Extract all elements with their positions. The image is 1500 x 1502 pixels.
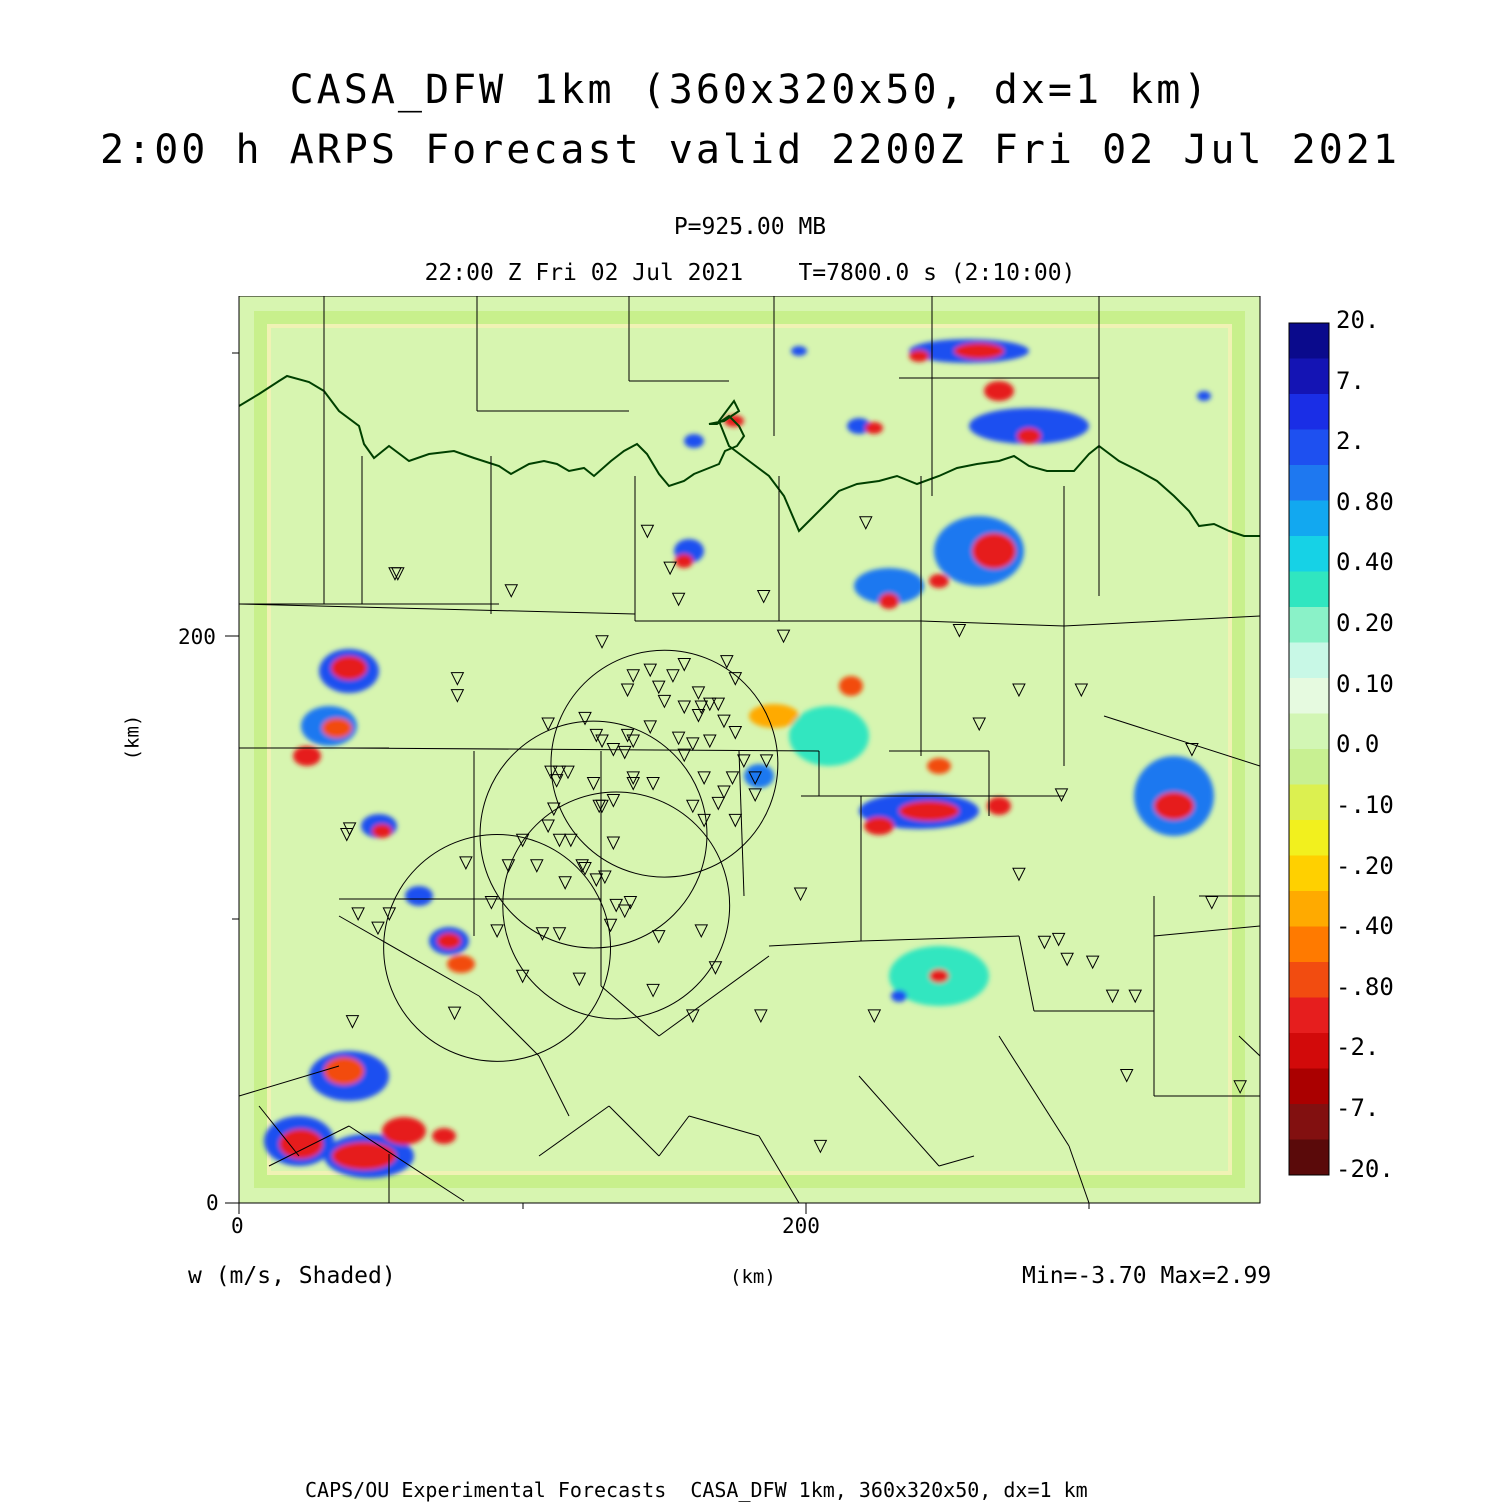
- colorbar-segment: [1289, 465, 1329, 501]
- colorbar-segment: [1289, 998, 1329, 1034]
- colorbar-segment: [1289, 891, 1329, 927]
- y-tick-label-200: 200: [178, 625, 216, 649]
- colorbar-segment: [1289, 856, 1329, 892]
- valid-time-label: 22:00 Z Fri 02 Jul 2021 T=7800.0 s (2:10:00): [424, 260, 1076, 286]
- x-tick-label-0: 0: [231, 1214, 244, 1238]
- plot-frame: [225, 296, 1275, 1216]
- colorbar-segment: [1289, 1104, 1329, 1140]
- y-tick-label-0: 0: [206, 1191, 219, 1215]
- colorbar-label: 2.: [1336, 427, 1365, 456]
- colorbar-segment: [1289, 394, 1329, 430]
- colorbar-label: 0.0: [1336, 730, 1380, 759]
- colorbar-label: 0.80: [1336, 487, 1394, 516]
- colorbar-segment: [1289, 1140, 1329, 1176]
- chart-title-line2: 2:00 h ARPS Forecast valid 2200Z Fri 02 Jul 2021: [100, 127, 1400, 173]
- colorbar-segment: [1289, 820, 1329, 856]
- colorbar-segment: [1289, 430, 1329, 466]
- colorbar-label: -.40: [1336, 912, 1394, 941]
- minmax-label: Min=-3.70 Max=2.99: [1022, 1263, 1272, 1289]
- colorbar-label: 0.20: [1336, 609, 1394, 638]
- colorbar-segment: [1289, 607, 1329, 643]
- colorbar-label: 20.: [1336, 306, 1380, 334]
- colorbar-segment: [1289, 572, 1329, 608]
- colorbar-label: -7.: [1336, 1093, 1380, 1122]
- plot-border: [239, 296, 1260, 1203]
- colorbar-segment: [1289, 501, 1329, 537]
- colorbar-segment: [1289, 749, 1329, 785]
- footer-credit: CAPS/OU Experimental Forecasts CASA_DFW 1km, 360x320x50, dx=1 km: [305, 1478, 1088, 1502]
- chart-title-line1: CASA_DFW 1km (360x320x50, dx=1 km): [289, 67, 1211, 113]
- colorbar-label: -2.: [1336, 1033, 1380, 1062]
- colorbar-label: -.20: [1336, 851, 1394, 880]
- colorbar-segment: [1289, 678, 1329, 714]
- x-axis-label: (km): [730, 1266, 776, 1288]
- colorbar-segment: [1289, 785, 1329, 821]
- field-label: w (m/s, Shaded): [188, 1263, 396, 1289]
- colorbar-label: 0.10: [1336, 669, 1394, 698]
- colorbar-label: -.80: [1336, 972, 1394, 1001]
- colorbar-segment: [1289, 1069, 1329, 1105]
- colorbar-label: -20.: [1336, 1154, 1394, 1183]
- x-tick-label-200: 200: [782, 1214, 820, 1238]
- colorbar-segment: [1289, 643, 1329, 679]
- colorbar-segment: [1289, 714, 1329, 750]
- pressure-level-label: P=925.00 MB: [673, 214, 827, 240]
- colorbar-segment: [1289, 323, 1329, 359]
- colorbar: [1288, 322, 1332, 1176]
- colorbar-segment: [1289, 962, 1329, 998]
- colorbar-segment: [1289, 1033, 1329, 1069]
- colorbar-label: -.10: [1336, 790, 1394, 819]
- colorbar-label: 7.: [1336, 366, 1365, 395]
- y-axis-label: (km): [121, 714, 144, 761]
- colorbar-segment: [1289, 536, 1329, 572]
- colorbar-segment: [1289, 359, 1329, 395]
- colorbar-segment: [1289, 927, 1329, 963]
- colorbar-label: 0.40: [1336, 548, 1394, 577]
